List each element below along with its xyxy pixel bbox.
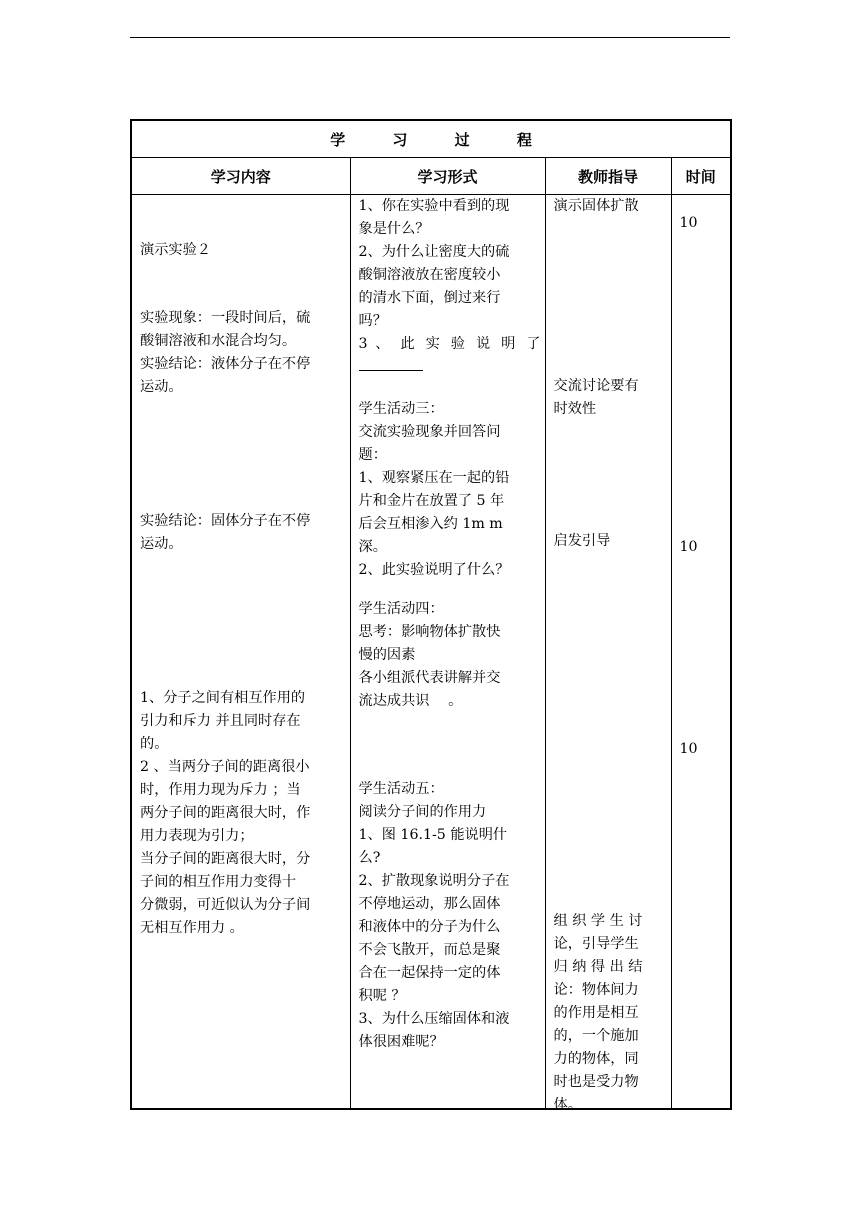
question-3: 3 、 此 实 验 说 明 了: [358, 336, 541, 352]
question-block: 1、你在实验中看到的现 象是什么？ 2、为什么让密度大的硫 酸铜溶液放在密度较小 的清水下面，倒过来行 吗？ 3 、 此 实 验 说 明 了: [359, 195, 541, 379]
teacher-note-2: 交流讨论要有 时效性: [553, 378, 639, 417]
demo-label: 演示实验２: [140, 242, 211, 258]
conclusion-liquid: 实验结论：液体分子在不停 运动。: [140, 356, 311, 395]
teacher-note-4: 组 织 学 生 讨 论，引导学生 归 纳 得 出 结 论：物体间力 的作用是相互 的，一个施加 力的物体，同 时也是受力物 体。: [553, 913, 643, 1113]
teacher-note-3: 启发引导: [553, 533, 611, 549]
header-time: 时间: [671, 158, 731, 195]
student-activity-3: 学生活动三： 交流实验现象并回答问 题： 1、观察紧压在一起的铅 片和金片在放置了 5 年 后会互相渗入约 1m m 深。 2、此实验说明了什么？: [358, 401, 510, 578]
student-activity-4: 学生活动四： 思考：影响物体扩散快 慢的因素 各小组派代表讲解并交 流达成共识 。: [358, 601, 501, 709]
answer-blank: [359, 356, 423, 371]
student-activity-5: 学生活动五： 阅读分子间的作用力 1、图 16.1-5 能说明什 么? 2、扩散现象说明分子在 不停地运动，那么固体 和液体中的分子为什么 不会飞散开，而总是聚 合在一起保持一定的体 积呢 ？ 3、为什么压缩固体和液 体很困难呢？: [358, 781, 510, 1050]
force-explanation: 1、分子之间有相互作用的 引力和斥力 并且同时存在 的。 2 、当两分子间的距离很小 时，作用力现为斥力 ；当 两分子间的距离很大时，作 用力表现为引力； 当分子间的距离很大时，分 子间的相互作用力变得十 分微弱，可近似认为分子间 无相互作用力 。: [140, 690, 311, 936]
form-cell: [350, 195, 545, 1110]
time-2: 10: [679, 539, 698, 555]
table-title: 学 习 过 程: [131, 120, 731, 158]
time-cell: [671, 195, 731, 1110]
phenomenon-text: 实验现象：一段时间后，硫 酸铜溶液和水混合均匀。: [140, 310, 311, 349]
time-1: 10: [679, 215, 698, 231]
header-rule: [130, 37, 730, 38]
teacher-cell: [545, 195, 671, 1113]
header-form: 学习形式: [350, 158, 545, 195]
time-3: 10: [679, 741, 698, 757]
lesson-process-table: [130, 119, 732, 1113]
teacher-note-1: 演示固体扩散: [553, 198, 639, 214]
content-cell: [131, 195, 350, 1110]
conclusion-solid: 实验结论：固体分子在不停 运动。: [140, 513, 311, 552]
header-teacher: 教师指导: [545, 158, 671, 195]
header-content: 学习内容: [131, 158, 350, 195]
